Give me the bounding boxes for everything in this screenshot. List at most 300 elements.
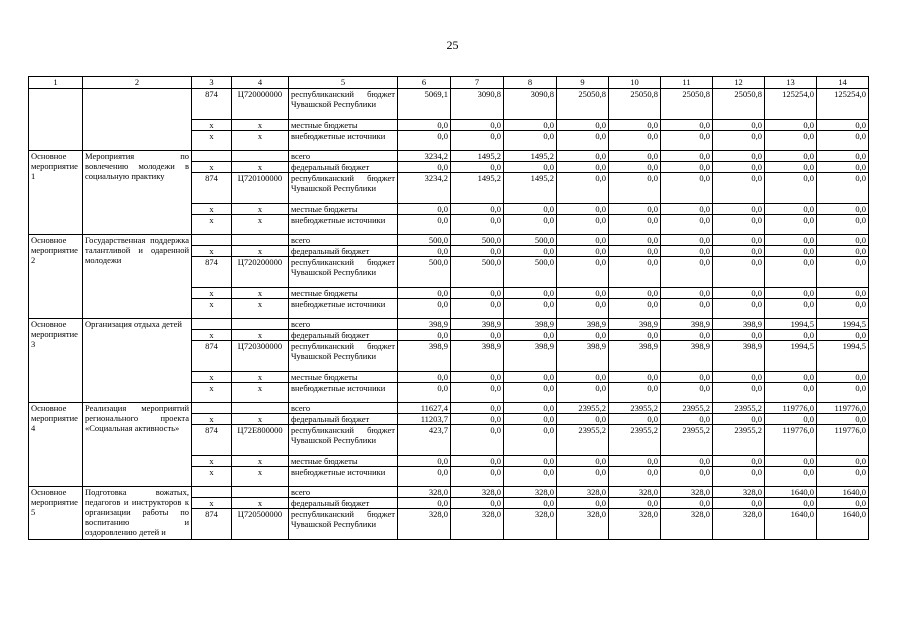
grbs-cell: х bbox=[192, 215, 232, 235]
value-cell: 0,0 bbox=[451, 215, 504, 235]
funding-source-cell: федеральный бюджет bbox=[289, 414, 398, 425]
value-cell: 0,0 bbox=[398, 204, 451, 215]
value-cell: 0,0 bbox=[817, 456, 869, 467]
kbk-cell: х bbox=[232, 215, 289, 235]
kbk-cell: х bbox=[232, 131, 289, 151]
grbs-cell: 874 bbox=[192, 425, 232, 456]
value-cell: 0,0 bbox=[504, 467, 557, 487]
event-description-cell: Реализация мероприятий регионального проекта «Социальная активность» bbox=[83, 403, 192, 487]
value-cell: 0,0 bbox=[451, 131, 504, 151]
value-cell: 328,0 bbox=[609, 487, 661, 498]
funding-source-cell: республиканский бюджет Чувашской Республики bbox=[289, 173, 398, 204]
grbs-cell: х bbox=[192, 456, 232, 467]
value-cell: 0,0 bbox=[817, 215, 869, 235]
column-number: 1 bbox=[29, 77, 83, 89]
funding-source-cell: всего bbox=[289, 151, 398, 162]
value-cell: 328,0 bbox=[713, 487, 765, 498]
value-cell: 0,0 bbox=[451, 288, 504, 299]
value-cell: 0,0 bbox=[557, 383, 609, 403]
value-cell: 0,0 bbox=[504, 131, 557, 151]
value-cell: 1640,0 bbox=[817, 487, 869, 498]
value-cell: 0,0 bbox=[451, 120, 504, 131]
value-cell: 25050,8 bbox=[557, 89, 609, 120]
value-cell: 0,0 bbox=[713, 235, 765, 246]
value-cell: 0,0 bbox=[504, 414, 557, 425]
table-row bbox=[29, 151, 869, 162]
column-number: 9 bbox=[557, 77, 609, 89]
value-cell: 0,0 bbox=[765, 414, 817, 425]
kbk-cell bbox=[232, 319, 289, 330]
kbk-cell: х bbox=[232, 467, 289, 487]
value-cell: 0,0 bbox=[451, 372, 504, 383]
kbk-cell: х bbox=[232, 414, 289, 425]
kbk-cell: Ц720100000 bbox=[232, 173, 289, 204]
value-cell: 328,0 bbox=[609, 509, 661, 540]
kbk-cell: х bbox=[232, 204, 289, 215]
grbs-cell: х bbox=[192, 372, 232, 383]
grbs-cell: х bbox=[192, 299, 232, 319]
value-cell: 0,0 bbox=[398, 383, 451, 403]
value-cell: 23955,2 bbox=[609, 403, 661, 414]
value-cell: 0,0 bbox=[557, 257, 609, 288]
value-cell: 0,0 bbox=[504, 403, 557, 414]
column-number: 2 bbox=[83, 77, 192, 89]
funding-source-cell: местные бюджеты bbox=[289, 120, 398, 131]
value-cell: 0,0 bbox=[451, 162, 504, 173]
grbs-cell: х bbox=[192, 330, 232, 341]
value-cell: 500,0 bbox=[504, 235, 557, 246]
value-cell: 398,9 bbox=[609, 319, 661, 330]
kbk-cell: х bbox=[232, 372, 289, 383]
value-cell: 0,0 bbox=[557, 204, 609, 215]
column-number: 14 bbox=[817, 77, 869, 89]
value-cell: 0,0 bbox=[713, 215, 765, 235]
value-cell: 398,9 bbox=[451, 341, 504, 372]
value-cell: 0,0 bbox=[661, 235, 713, 246]
grbs-cell: 874 bbox=[192, 341, 232, 372]
value-cell: 328,0 bbox=[398, 487, 451, 498]
value-cell: 0,0 bbox=[661, 467, 713, 487]
value-cell: 0,0 bbox=[817, 151, 869, 162]
value-cell: 0,0 bbox=[557, 235, 609, 246]
value-cell: 0,0 bbox=[609, 372, 661, 383]
value-cell: 0,0 bbox=[713, 173, 765, 204]
grbs-cell: х bbox=[192, 467, 232, 487]
kbk-cell bbox=[232, 151, 289, 162]
funding-source-cell: республиканский бюджет Чувашской Республики bbox=[289, 89, 398, 120]
value-cell: 0,0 bbox=[713, 498, 765, 509]
value-cell: 1640,0 bbox=[765, 509, 817, 540]
value-cell: 0,0 bbox=[765, 498, 817, 509]
value-cell: 23955,2 bbox=[713, 403, 765, 414]
grbs-cell: х bbox=[192, 162, 232, 173]
value-cell: 0,0 bbox=[817, 173, 869, 204]
funding-source-cell: местные бюджеты bbox=[289, 204, 398, 215]
value-cell: 1640,0 bbox=[817, 509, 869, 540]
value-cell: 328,0 bbox=[504, 487, 557, 498]
value-cell: 328,0 bbox=[504, 509, 557, 540]
kbk-cell: х bbox=[232, 330, 289, 341]
value-cell: 328,0 bbox=[661, 487, 713, 498]
value-cell: 423,7 bbox=[398, 425, 451, 456]
value-cell: 0,0 bbox=[451, 299, 504, 319]
value-cell: 398,9 bbox=[557, 319, 609, 330]
funding-source-cell: федеральный бюджет bbox=[289, 498, 398, 509]
value-cell: 0,0 bbox=[609, 330, 661, 341]
value-cell: 0,0 bbox=[817, 131, 869, 151]
value-cell: 0,0 bbox=[661, 204, 713, 215]
value-cell: 0,0 bbox=[398, 330, 451, 341]
kbk-cell: Ц720300000 bbox=[232, 341, 289, 372]
funding-source-cell: внебюджетные источники bbox=[289, 131, 398, 151]
funding-source-cell: внебюджетные источники bbox=[289, 215, 398, 235]
funding-source-cell: всего bbox=[289, 487, 398, 498]
value-cell: 328,0 bbox=[451, 487, 504, 498]
kbk-cell: х bbox=[232, 498, 289, 509]
value-cell: 0,0 bbox=[713, 204, 765, 215]
grbs-cell: х bbox=[192, 498, 232, 509]
value-cell: 0,0 bbox=[557, 215, 609, 235]
value-cell: 1640,0 bbox=[765, 487, 817, 498]
value-cell: 25050,8 bbox=[609, 89, 661, 120]
value-cell: 1495,2 bbox=[504, 151, 557, 162]
value-cell: 0,0 bbox=[661, 162, 713, 173]
value-cell: 0,0 bbox=[609, 456, 661, 467]
value-cell: 0,0 bbox=[817, 120, 869, 131]
value-cell: 0,0 bbox=[765, 204, 817, 215]
event-description-cell: Мероприятия по вовлечению молодежи в социальную практику bbox=[83, 151, 192, 235]
funding-source-cell: всего bbox=[289, 235, 398, 246]
column-number: 7 bbox=[451, 77, 504, 89]
value-cell: 0,0 bbox=[557, 131, 609, 151]
value-cell: 0,0 bbox=[609, 257, 661, 288]
value-cell: 0,0 bbox=[661, 414, 713, 425]
event-name-cell: Основное мероприятие 3 bbox=[29, 319, 83, 403]
value-cell: 0,0 bbox=[398, 120, 451, 131]
value-cell: 0,0 bbox=[451, 498, 504, 509]
value-cell: 0,0 bbox=[713, 372, 765, 383]
value-cell: 500,0 bbox=[504, 257, 557, 288]
funding-source-cell: федеральный бюджет bbox=[289, 330, 398, 341]
value-cell: 0,0 bbox=[557, 299, 609, 319]
value-cell: 125254,0 bbox=[765, 89, 817, 120]
value-cell: 328,0 bbox=[557, 487, 609, 498]
funding-source-cell: внебюджетные источники bbox=[289, 299, 398, 319]
value-cell: 0,0 bbox=[713, 299, 765, 319]
value-cell: 1994,5 bbox=[817, 341, 869, 372]
value-cell: 0,0 bbox=[661, 330, 713, 341]
funding-source-cell: всего bbox=[289, 319, 398, 330]
value-cell: 1994,5 bbox=[817, 319, 869, 330]
value-cell: 119776,0 bbox=[817, 403, 869, 414]
table-row bbox=[29, 487, 869, 498]
value-cell: 0,0 bbox=[398, 467, 451, 487]
budget-table bbox=[28, 76, 869, 540]
funding-source-cell: внебюджетные источники bbox=[289, 383, 398, 403]
value-cell: 23955,2 bbox=[713, 425, 765, 456]
value-cell: 0,0 bbox=[661, 257, 713, 288]
kbk-cell: Ц720000000 bbox=[232, 89, 289, 120]
value-cell: 5069,1 bbox=[398, 89, 451, 120]
value-cell: 0,0 bbox=[557, 246, 609, 257]
value-cell: 328,0 bbox=[661, 509, 713, 540]
value-cell: 0,0 bbox=[661, 456, 713, 467]
value-cell: 0,0 bbox=[504, 498, 557, 509]
value-cell: 398,9 bbox=[398, 341, 451, 372]
value-cell: 0,0 bbox=[765, 120, 817, 131]
value-cell: 0,0 bbox=[609, 204, 661, 215]
value-cell: 0,0 bbox=[398, 162, 451, 173]
value-cell: 0,0 bbox=[398, 246, 451, 257]
value-cell: 0,0 bbox=[817, 372, 869, 383]
value-cell: 1994,5 bbox=[765, 319, 817, 330]
kbk-cell: Ц72Е800000 bbox=[232, 425, 289, 456]
value-cell: 0,0 bbox=[609, 299, 661, 319]
value-cell: 0,0 bbox=[609, 151, 661, 162]
column-number: 11 bbox=[661, 77, 713, 89]
value-cell: 119776,0 bbox=[765, 403, 817, 414]
funding-source-cell: всего bbox=[289, 403, 398, 414]
table-body bbox=[29, 89, 869, 540]
value-cell: 0,0 bbox=[609, 383, 661, 403]
value-cell: 0,0 bbox=[713, 467, 765, 487]
event-description-cell: Организация отдыха детей bbox=[83, 319, 192, 403]
grbs-cell: х bbox=[192, 383, 232, 403]
value-cell: 398,9 bbox=[609, 341, 661, 372]
value-cell: 0,0 bbox=[765, 383, 817, 403]
value-cell: 0,0 bbox=[504, 383, 557, 403]
value-cell: 0,0 bbox=[713, 162, 765, 173]
kbk-cell: х bbox=[232, 120, 289, 131]
value-cell: 0,0 bbox=[609, 120, 661, 131]
value-cell: 0,0 bbox=[504, 299, 557, 319]
value-cell: 0,0 bbox=[765, 257, 817, 288]
value-cell: 23955,2 bbox=[661, 425, 713, 456]
funding-source-cell: федеральный бюджет bbox=[289, 246, 398, 257]
value-cell: 0,0 bbox=[661, 120, 713, 131]
value-cell: 0,0 bbox=[661, 288, 713, 299]
kbk-cell: х bbox=[232, 246, 289, 257]
grbs-cell: х bbox=[192, 204, 232, 215]
value-cell: 398,9 bbox=[504, 319, 557, 330]
value-cell: 11627,4 bbox=[398, 403, 451, 414]
value-cell: 0,0 bbox=[765, 131, 817, 151]
value-cell: 25050,8 bbox=[713, 89, 765, 120]
value-cell: 500,0 bbox=[451, 257, 504, 288]
value-cell: 398,9 bbox=[557, 341, 609, 372]
event-name-cell: Основное мероприятие 1 bbox=[29, 151, 83, 235]
kbk-cell bbox=[232, 487, 289, 498]
funding-source-cell: местные бюджеты bbox=[289, 456, 398, 467]
funding-source-cell: республиканский бюджет Чувашской Республики bbox=[289, 341, 398, 372]
value-cell: 0,0 bbox=[609, 414, 661, 425]
value-cell: 0,0 bbox=[713, 120, 765, 131]
table-row bbox=[29, 403, 869, 414]
value-cell: 0,0 bbox=[713, 414, 765, 425]
value-cell: 0,0 bbox=[504, 120, 557, 131]
value-cell: 0,0 bbox=[817, 257, 869, 288]
value-cell: 0,0 bbox=[398, 215, 451, 235]
value-cell: 0,0 bbox=[817, 414, 869, 425]
column-number-row bbox=[29, 77, 869, 89]
column-number: 6 bbox=[398, 77, 451, 89]
value-cell: 398,9 bbox=[661, 319, 713, 330]
value-cell: 500,0 bbox=[398, 235, 451, 246]
grbs-cell: х bbox=[192, 131, 232, 151]
value-cell: 0,0 bbox=[713, 257, 765, 288]
value-cell: 125254,0 bbox=[817, 89, 869, 120]
value-cell: 0,0 bbox=[504, 330, 557, 341]
value-cell: 0,0 bbox=[661, 372, 713, 383]
value-cell: 0,0 bbox=[817, 299, 869, 319]
value-cell: 0,0 bbox=[557, 456, 609, 467]
value-cell: 0,0 bbox=[765, 162, 817, 173]
value-cell: 0,0 bbox=[557, 162, 609, 173]
value-cell: 0,0 bbox=[609, 131, 661, 151]
grbs-cell bbox=[192, 235, 232, 246]
event-name-cell bbox=[29, 89, 83, 151]
value-cell: 0,0 bbox=[398, 498, 451, 509]
value-cell: 0,0 bbox=[817, 330, 869, 341]
column-number: 12 bbox=[713, 77, 765, 89]
value-cell: 0,0 bbox=[398, 299, 451, 319]
value-cell: 0,0 bbox=[609, 235, 661, 246]
value-cell: 0,0 bbox=[451, 383, 504, 403]
value-cell: 0,0 bbox=[713, 246, 765, 257]
value-cell: 23955,2 bbox=[661, 403, 713, 414]
page-number: 25 bbox=[446, 38, 459, 52]
grbs-cell: х bbox=[192, 288, 232, 299]
grbs-cell: 874 bbox=[192, 89, 232, 120]
value-cell: 0,0 bbox=[765, 288, 817, 299]
event-description-cell: Подготовка вожатых, педагогов и инструкторов к организации работы по воспитанию и оздоровлению детей и bbox=[83, 487, 192, 540]
value-cell: 0,0 bbox=[765, 215, 817, 235]
grbs-cell: 874 bbox=[192, 509, 232, 540]
value-cell: 500,0 bbox=[451, 235, 504, 246]
value-cell: 11203,7 bbox=[398, 414, 451, 425]
table-row bbox=[29, 235, 869, 246]
column-number: 4 bbox=[232, 77, 289, 89]
value-cell: 0,0 bbox=[504, 246, 557, 257]
value-cell: 119776,0 bbox=[817, 425, 869, 456]
column-number: 5 bbox=[289, 77, 398, 89]
kbk-cell: Ц720200000 bbox=[232, 257, 289, 288]
value-cell: 0,0 bbox=[609, 162, 661, 173]
value-cell: 0,0 bbox=[504, 288, 557, 299]
value-cell: 23955,2 bbox=[557, 403, 609, 414]
value-cell: 0,0 bbox=[451, 330, 504, 341]
grbs-cell: х bbox=[192, 120, 232, 131]
kbk-cell: Ц720500000 bbox=[232, 509, 289, 540]
value-cell: 0,0 bbox=[451, 414, 504, 425]
value-cell: 0,0 bbox=[661, 383, 713, 403]
value-cell: 0,0 bbox=[661, 173, 713, 204]
value-cell: 398,9 bbox=[713, 341, 765, 372]
value-cell: 0,0 bbox=[713, 383, 765, 403]
value-cell: 0,0 bbox=[398, 131, 451, 151]
value-cell: 0,0 bbox=[398, 372, 451, 383]
column-number: 3 bbox=[192, 77, 232, 89]
value-cell: 0,0 bbox=[713, 456, 765, 467]
funding-source-cell: местные бюджеты bbox=[289, 288, 398, 299]
grbs-cell bbox=[192, 151, 232, 162]
value-cell: 0,0 bbox=[609, 173, 661, 204]
table-row bbox=[29, 89, 869, 120]
value-cell: 0,0 bbox=[817, 204, 869, 215]
value-cell: 119776,0 bbox=[765, 425, 817, 456]
value-cell: 328,0 bbox=[398, 509, 451, 540]
table-row bbox=[29, 319, 869, 330]
value-cell: 0,0 bbox=[557, 372, 609, 383]
value-cell: 0,0 bbox=[557, 120, 609, 131]
grbs-cell bbox=[192, 487, 232, 498]
value-cell: 0,0 bbox=[765, 372, 817, 383]
value-cell: 0,0 bbox=[557, 173, 609, 204]
value-cell: 0,0 bbox=[817, 246, 869, 257]
kbk-cell: х bbox=[232, 299, 289, 319]
value-cell: 0,0 bbox=[765, 151, 817, 162]
value-cell: 328,0 bbox=[713, 509, 765, 540]
funding-source-cell: федеральный бюджет bbox=[289, 162, 398, 173]
value-cell: 0,0 bbox=[817, 498, 869, 509]
column-number: 13 bbox=[765, 77, 817, 89]
value-cell: 0,0 bbox=[661, 151, 713, 162]
column-number: 8 bbox=[504, 77, 557, 89]
value-cell: 328,0 bbox=[451, 509, 504, 540]
grbs-cell: х bbox=[192, 246, 232, 257]
value-cell: 0,0 bbox=[557, 467, 609, 487]
grbs-cell: 874 bbox=[192, 257, 232, 288]
value-cell: 0,0 bbox=[504, 425, 557, 456]
value-cell: 0,0 bbox=[504, 372, 557, 383]
funding-source-cell: внебюджетные источники bbox=[289, 467, 398, 487]
kbk-cell: х bbox=[232, 288, 289, 299]
value-cell: 0,0 bbox=[661, 246, 713, 257]
kbk-cell: х bbox=[232, 383, 289, 403]
value-cell: 23955,2 bbox=[609, 425, 661, 456]
grbs-cell: 874 bbox=[192, 173, 232, 204]
value-cell: 0,0 bbox=[661, 299, 713, 319]
funding-source-cell: республиканский бюджет Чувашской Республики bbox=[289, 425, 398, 456]
value-cell: 0,0 bbox=[504, 204, 557, 215]
value-cell: 0,0 bbox=[557, 414, 609, 425]
value-cell: 0,0 bbox=[609, 467, 661, 487]
value-cell: 1495,2 bbox=[451, 173, 504, 204]
grbs-cell bbox=[192, 403, 232, 414]
event-description-cell bbox=[83, 89, 192, 151]
value-cell: 0,0 bbox=[609, 498, 661, 509]
kbk-cell: х bbox=[232, 162, 289, 173]
value-cell: 0,0 bbox=[661, 215, 713, 235]
value-cell: 1495,2 bbox=[504, 173, 557, 204]
value-cell: 398,9 bbox=[451, 319, 504, 330]
value-cell: 25050,8 bbox=[661, 89, 713, 120]
value-cell: 0,0 bbox=[713, 131, 765, 151]
value-cell: 0,0 bbox=[609, 288, 661, 299]
kbk-cell: х bbox=[232, 456, 289, 467]
value-cell: 3234,2 bbox=[398, 173, 451, 204]
kbk-cell bbox=[232, 235, 289, 246]
value-cell: 0,0 bbox=[398, 288, 451, 299]
event-name-cell: Основное мероприятие 5 bbox=[29, 487, 83, 540]
grbs-cell bbox=[192, 319, 232, 330]
value-cell: 0,0 bbox=[451, 403, 504, 414]
value-cell: 0,0 bbox=[398, 456, 451, 467]
value-cell: 0,0 bbox=[557, 288, 609, 299]
value-cell: 398,9 bbox=[713, 319, 765, 330]
event-name-cell: Основное мероприятие 4 bbox=[29, 403, 83, 487]
value-cell: 398,9 bbox=[504, 341, 557, 372]
